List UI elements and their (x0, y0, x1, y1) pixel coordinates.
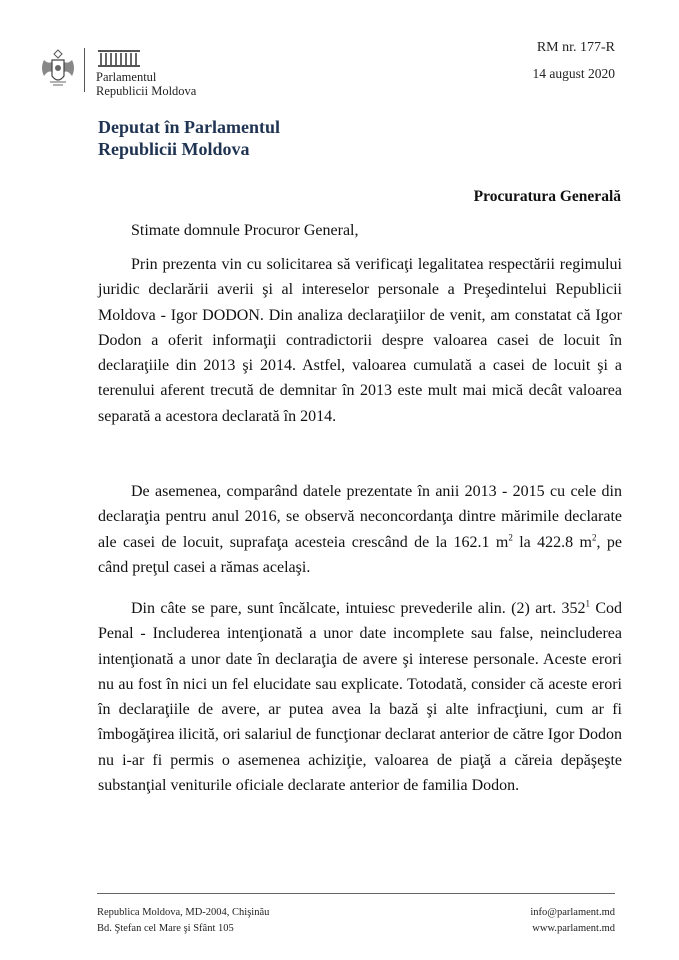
footer-address-line-1: Republica Moldova, MD-2004, Chişinău (97, 907, 270, 918)
paragraph-2-text-c: , pe când preţul casei a rămas acelaşi. (98, 533, 622, 576)
superscript-1: 1 (585, 598, 590, 609)
recipient: Procuratura Generală (473, 188, 621, 205)
salutation: Stimate domnule Procuror General, (131, 222, 359, 239)
paragraph-2-text-a: De asemenea, comparând datele prezentate în anii 2013 - 2015 cu cele din declaraţia pentru anul 2016, se observă neconcordanţa dintre mărimile declarate ale casei de locuit, suprafaţa acesteia crescând de la 162.1 m (98, 483, 622, 551)
parliament-building-icon (96, 46, 142, 68)
logo-divider (84, 48, 85, 92)
sender-title-line-2: Republicii Moldova (98, 139, 250, 159)
footer-website: www.parlament.md (532, 922, 615, 934)
footer-address-line-2: Bd. Ştefan cel Mare şi Sfânt 105 (97, 922, 234, 934)
sender-title (98, 116, 280, 160)
logo-text (96, 70, 196, 98)
body-paragraph-2 (98, 479, 622, 580)
logo-line-2: Republicii Moldova (96, 84, 197, 98)
logo-line-1: Parlamentul (96, 70, 157, 84)
reference-number: RM nr. 177-R (536, 40, 615, 55)
superscript-2: 2 (508, 532, 513, 543)
footer-contact (530, 905, 615, 936)
superscript-2b: 2 (592, 532, 597, 543)
footer-divider (97, 893, 615, 894)
body-paragraph-3 (98, 596, 622, 798)
body-paragraph-1: Prin prezenta vin cu solicitarea să verificaţi legalitatea respectării regimului juridic declarării averii şi al intereselor personale a Preşedintelui Republicii Moldova - Igor DODON. Din analiza declaraţiilor de venit, am constatat că Igor Dodon a oferit informaţii contradictorii despre valoarea casei de locuit în declaraţiile din 2013 şi 2014. Astfel, valoarea cumulată a casei de locuit şi a terenului aferent trecută de demnitar în 2013 este mult mai mică decât valoarea separată a acestora declarată în 2014. (98, 256, 622, 425)
footer-address (97, 905, 269, 936)
footer-email: info@parlament.md (530, 907, 615, 918)
coat-of-arms-icon (38, 46, 78, 90)
paragraph-3-text-a: Din câte se pare, sunt încălcate, intuiesc prevederile alin. (2) art. 352 (131, 600, 586, 617)
paragraph-2-text-b: la 422.8 m (512, 533, 592, 551)
document-date: 14 august 2020 (532, 66, 615, 81)
sender-title-line-1: Deputat în Parlamentul (98, 117, 280, 137)
paragraph-3-text-b: Cod Penal - Includerea intenţionată a unor date incomplete sau false, neincluderea intenţionată a unor date în declaraţia de avere şi interese personale. Aceste erori nu au fost în nici un fel elucidate sau explicate. Totodată, consider că aceste erori în declaraţiile de avere, ar putea avea la bază şi alte infracţiuni, cum ar fi îmbogăţirea ilicită, ori salariul de funcţionar declarat anterior de către Igor Dodon nu i-ar fi permis o asemenea achiziţie, valoarea de piaţă a căreia depăşeşte substanţial veniturile oficiale declarate anterior de familia Dodon. (98, 600, 622, 795)
